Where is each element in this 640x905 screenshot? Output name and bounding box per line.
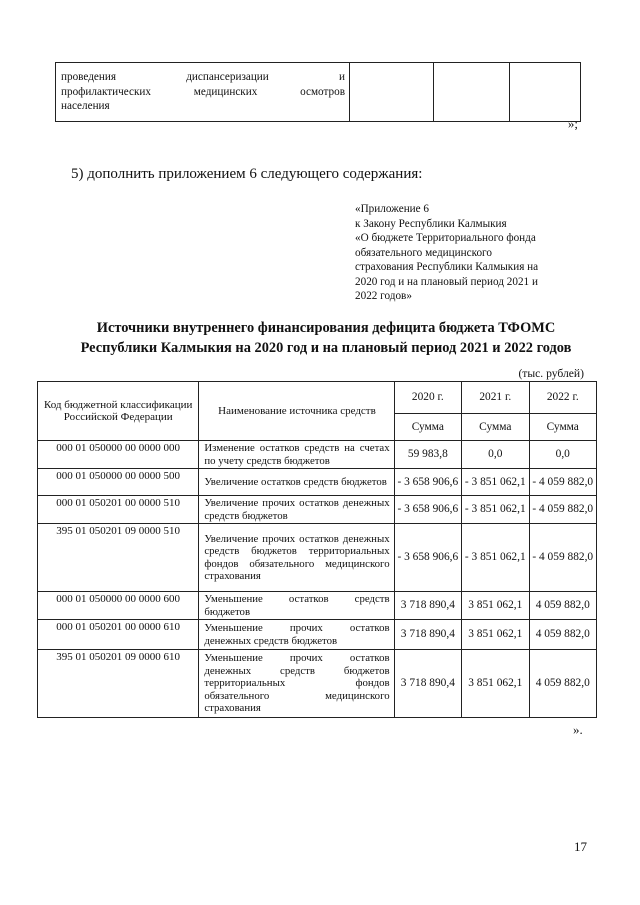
- table-row: [38, 441, 597, 469]
- text-line: проведения диспансеризации и: [61, 71, 345, 84]
- row-value-2021: 3 851 062,1: [462, 620, 529, 650]
- row-code: 000 01 050000 00 0000 600: [38, 592, 199, 620]
- closing-quote: ».: [573, 722, 583, 737]
- table-row: [38, 496, 597, 524]
- row-value-2020: 3 718 890,4: [394, 620, 461, 650]
- table-row: [38, 524, 597, 592]
- page-title: [46, 318, 606, 358]
- row-value-2020: 3 718 890,4: [394, 650, 461, 718]
- row-value-2022: 4 059 882,0: [529, 592, 597, 620]
- header-row: [38, 382, 597, 414]
- appendix-line: 2022 годов»: [355, 290, 412, 302]
- row-value-2021: 3 851 062,1: [462, 592, 529, 620]
- table-cell-text: [56, 63, 350, 122]
- closing-quote: »;: [567, 116, 578, 131]
- row-value-2021: 0,0: [462, 441, 529, 469]
- row-value-2020: - 3 658 906,6: [394, 496, 461, 524]
- row-name: Уменьшение прочих остатков денежных средств бюджетов территориальных фондов обязательного медицинского страхования: [199, 650, 394, 718]
- table-row: [38, 620, 597, 650]
- row-value-2022: 0,0: [529, 441, 597, 469]
- row-code: 000 01 050000 00 0000 000: [38, 441, 199, 469]
- row-value-2020: - 3 658 906,6: [394, 469, 461, 496]
- row-name: Уменьшение остатков средств бюджетов: [199, 592, 394, 620]
- row-code: 000 01 050201 00 0000 610: [38, 620, 199, 650]
- financing-table: [37, 381, 597, 718]
- appendix-line: 2020 год и на плановый период 2021 и: [355, 275, 538, 288]
- header-code: Код бюджетной классификации Российской Федерации: [38, 382, 199, 441]
- appendix-line: к Закону Республики Калмыкия: [355, 217, 507, 230]
- header-sum: Сумма: [394, 414, 461, 441]
- units-label: (тыс. рублей): [518, 367, 584, 380]
- page-number: 17: [574, 839, 587, 854]
- header-year-2020: 2020 г.: [394, 382, 461, 414]
- row-value-2020: 59 983,8: [394, 441, 461, 469]
- row-value-2022: - 4 059 882,0: [529, 496, 597, 524]
- title-line: Источники внутреннего финансирования дефицита бюджета ТФОМС: [96, 320, 556, 336]
- row-code: 000 01 050000 00 0000 500: [38, 469, 199, 496]
- table-row: [38, 592, 597, 620]
- appendix-line: «О бюджете Территориального фонда: [355, 232, 536, 244]
- table-row: [38, 650, 597, 718]
- row-name: Увеличение прочих остатков денежных средств бюджетов: [199, 496, 394, 524]
- amendment-clause: 5) дополнить приложением 6 следующего содержания:: [71, 166, 423, 182]
- row-value-2022: - 4 059 882,0: [529, 524, 597, 592]
- header-name: Наименование источника средств: [199, 382, 394, 441]
- row-code: 395 01 050201 09 0000 610: [38, 650, 199, 718]
- row-value-2022: - 4 059 882,0: [529, 469, 597, 496]
- row-value-2021: 3 851 062,1: [462, 650, 529, 718]
- row-name: Изменение остатков средств на счетах по учету средств бюджетов: [199, 441, 394, 469]
- header-year-2022: 2022 г.: [529, 382, 597, 414]
- row-value-2021: - 3 851 062,1: [462, 496, 529, 524]
- row-value-2021: - 3 851 062,1: [462, 469, 529, 496]
- table-cell-empty: [434, 63, 510, 122]
- previous-table-fragment: [55, 62, 581, 122]
- appendix-header: [355, 202, 581, 304]
- row-name: Увеличение прочих остатков денежных средств бюджетов территориальных фондов обязательного медицинского страхования: [199, 524, 394, 592]
- title-line: Республики Калмыкия на 2020 год и на плановый период 2021 и 2022 годов: [80, 340, 572, 356]
- row-name: Увеличение остатков средств бюджетов: [199, 469, 394, 496]
- header-sum: Сумма: [529, 414, 597, 441]
- table-row: [38, 469, 597, 496]
- table-cell-empty: [350, 63, 434, 122]
- header-year-2021: 2021 г.: [462, 382, 529, 414]
- row-code: 395 01 050201 09 0000 510: [38, 524, 199, 592]
- header-sum: Сумма: [462, 414, 529, 441]
- appendix-line: страхования Республики Калмыкия на: [355, 261, 539, 273]
- text-line: населения: [61, 100, 110, 113]
- row-name: Уменьшение прочих остатков денежных средств бюджетов: [199, 620, 394, 650]
- row-value-2021: - 3 851 062,1: [462, 524, 529, 592]
- row-value-2020: 3 718 890,4: [394, 592, 461, 620]
- text-line: профилактических медицинских осмотров: [61, 85, 345, 98]
- table-row: [56, 63, 581, 122]
- appendix-line: обязательного медицинского: [355, 246, 492, 259]
- appendix-line: «Приложение 6: [355, 203, 430, 215]
- row-code: 000 01 050201 00 0000 510: [38, 496, 199, 524]
- row-value-2022: 4 059 882,0: [529, 620, 597, 650]
- row-value-2022: 4 059 882,0: [529, 650, 597, 718]
- table-cell-empty: [510, 63, 581, 122]
- row-value-2020: - 3 658 906,6: [394, 524, 461, 592]
